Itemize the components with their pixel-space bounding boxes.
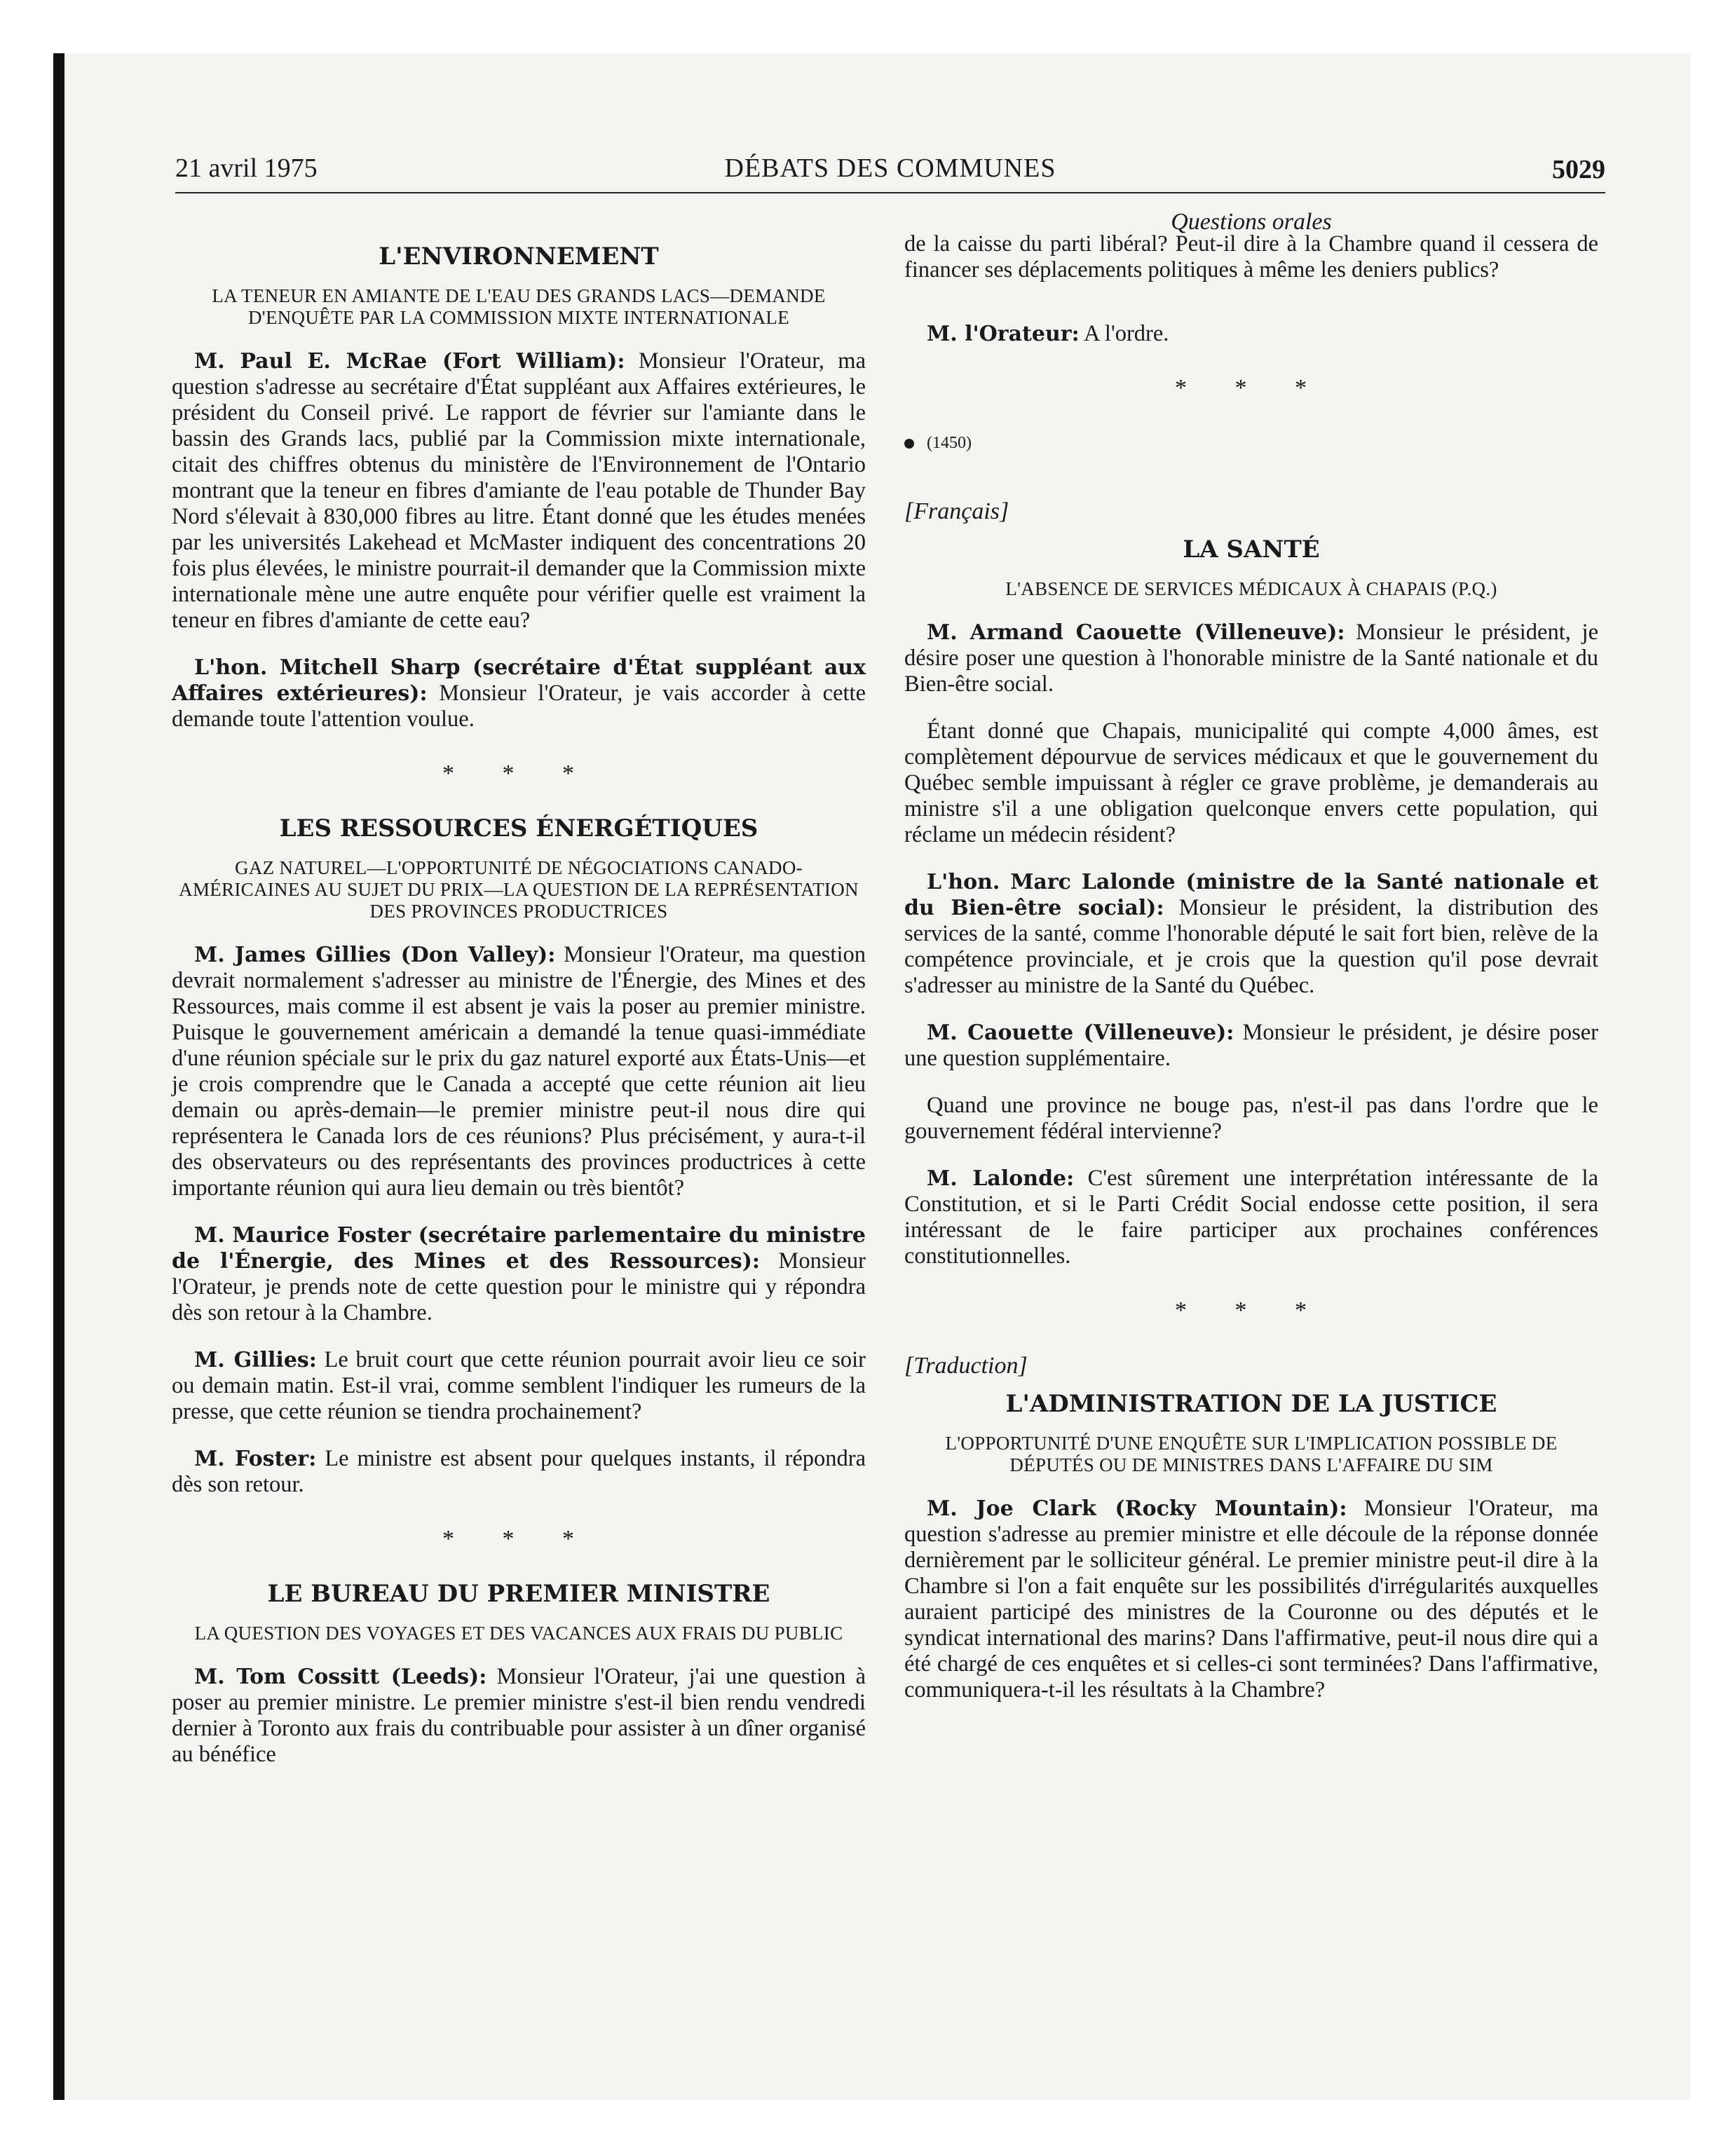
time-stamp: (1450) — [927, 434, 972, 452]
running-head: Questions orales — [1171, 209, 1332, 235]
page-number: 5029 — [1552, 155, 1605, 184]
speech-text: Monsieur l'Orateur, ma question s'adresse au secrétaire d'État suppléant aux Affaires extérieures, le président du Conseil privé. Le rapport de février sur l'amiante dans le bassin des Grands lacs, publié par la Commission mixte internationale, citait des chiffres obtenus du ministère de l'Environnement de l'Ontario montrant que la teneur en fibres d'amiante de l'eau potable de Thunder Bay Nord s'élevait à 830,000 fibres au litre. Étant donné que les études menées par les universités Lakehead et McMaster indiquent des concentrations 20 fois plus élevées, le ministre pourrait-il demander que la Commission mixte internationale mène une autre enquête pour vérifier quelle est vraiment la teneur en fibres d'amiante de cette eau? — [172, 348, 866, 633]
paragraph-lalonde-2 — [904, 1166, 1598, 1269]
paragraph-gillies-2 — [172, 1347, 866, 1425]
speaker-name: M. Maurice Foster (secrétaire parlementaire du ministre de l'Énergie, des Mines et des Ressources): — [172, 1223, 866, 1274]
speech-text: Monsieur l'Orateur, j'ai une question à poser au premier ministre. Le premier ministre s'est-il bien rendu vendredi dernier à Toronto aux frais du contribuable pour assister à un dîner organisé au bénéfice — [172, 1664, 866, 1767]
subheading-gaz-naturel: GAZ NATUREL—L'OPPORTUNITÉ DE NÉGOCIATIONS CANADO-AMÉRICAINES AU SUJET DU PRIX—LA QUESTION DE LA REPRÉSENTATION DES PROVINCES PRODUCTRICES — [179, 857, 859, 922]
right-column — [904, 231, 1598, 1724]
speaker-name: L'hon. Marc Lalonde (ministre de la Santé nationale et du Bien-être social): — [904, 870, 1598, 920]
paragraph-foster-2 — [172, 1446, 866, 1498]
section-heading-ressources: LES RESSOURCES ÉNERGÉTIQUES — [279, 814, 758, 842]
paragraph-clark — [904, 1496, 1598, 1703]
section-heading-bureau: LE BUREAU DU PREMIER MINISTRE — [267, 1580, 770, 1608]
section-heading-justice: L'ADMINISTRATION DE LA JUSTICE — [1005, 1390, 1497, 1418]
section-separator: * * * — [442, 760, 595, 786]
speaker-name: M. Lalonde: — [927, 1166, 1075, 1191]
speaker-name: M. Foster: — [194, 1447, 317, 1471]
section-separator: * * * — [1175, 375, 1328, 401]
speech-text: C'est sûrement une interprétation intéressante de la Constitution, et si le Parti Crédit Social endosse cette position, il sera intéressant de le faire participer aux prochaines conférences constitutionnelles. — [904, 1166, 1599, 1269]
paragraph-cossitt — [172, 1664, 866, 1768]
subheading-amiante: LA TENEUR EN AMIANTE DE L'EAU DES GRANDS LACS—DEMANDE D'ENQUÊTE PAR LA COMMISSION MIXTE INTERNATIONALE — [212, 285, 826, 328]
subheading-voyages: LA QUESTION DES VOYAGES ET DES VACANCES AUX FRAIS DU PUBLIC — [194, 1623, 843, 1644]
paragraph-caouette — [904, 620, 1598, 697]
speaker-name: M. l'Orateur: — [927, 322, 1080, 346]
paragraph-cossitt-continued: de la caisse du parti libéral? Peut-il dire à la Chambre quand il cessera de financer ses déplacements politiques à même les deniers publics? — [904, 231, 1598, 282]
speech-text: Monsieur le président, je désire poser une question supplémentaire. — [904, 1020, 1598, 1071]
section-heading-sante: LA SANTÉ — [1183, 535, 1320, 564]
paragraph-caouette-2: Étant donné que Chapais, municipalité qui compte 4,000 âmes, est complètement dépourvue de services médicaux et que le gouvernement du Québec semble impuissant à régler ce grave problème, je demanderais au ministre s'il a une obligation quelconque envers cette population, qui réclame un médecin résident? — [904, 718, 1598, 847]
speech-text: Le bruit court que cette réunion pourrait avoir lieu ce soir ou demain matin. Est-il vrai, comme semblent l'indiquer les rumeurs de la presse, que cette réunion se tiendra prochainement? — [172, 1347, 866, 1424]
paragraph-foster — [172, 1222, 866, 1326]
paragraph-sharp — [172, 655, 866, 732]
header-date: 21 avril 1975 — [175, 153, 318, 183]
subheading-chapais: L'ABSENCE DE SERVICES MÉDICAUX À CHAPAIS (P.Q.) — [1005, 578, 1497, 599]
paragraph-mcrae — [172, 348, 866, 634]
left-column — [172, 231, 866, 1789]
speaker-name: M. Gillies: — [194, 1348, 317, 1372]
paragraph-caouette-3 — [904, 1020, 1598, 1072]
speech-text: Le ministre est absent pour quelques instants, il répondra dès son retour. — [172, 1446, 866, 1497]
speaker-name: M. Tom Cossitt (Leeds): — [194, 1665, 487, 1689]
page-header — [175, 153, 1605, 193]
section-separator: * * * — [1175, 1297, 1328, 1323]
speaker-name: M. Armand Caouette (Villeneuve): — [927, 620, 1345, 645]
language-tag: [Français] — [904, 498, 1009, 524]
speaker-name: M. James Gillies (Don Valley): — [194, 943, 556, 967]
section-heading-environnement: L'ENVIRONNEMENT — [379, 243, 659, 271]
language-tag: [Traduction] — [904, 1353, 1028, 1379]
section-separator: * * * — [442, 1526, 595, 1552]
header-title: DÉBATS DES COMMUNES — [724, 153, 1056, 183]
speech-text: A l'ordre. — [1079, 321, 1169, 346]
speech-text: Monsieur l'Orateur, je prends note de cette question pour le ministre qui y répondra dès son retour à la Chambre. — [172, 1248, 866, 1325]
speaker-name: M. Caouette (Villeneuve): — [927, 1021, 1234, 1045]
speaker-name: L'hon. Mitchell Sharp (secrétaire d'État suppléant aux Affaires extérieures): — [172, 655, 866, 706]
subheading-sim: L'OPPORTUNITÉ D'UNE ENQUÊTE SUR L'IMPLICATION POSSIBLE DE DÉPUTÉS OU DE MINISTRES DANS L'AFFAIRE DU SIM — [945, 1433, 1558, 1475]
paragraph-orateur — [904, 321, 1598, 347]
paragraph-caouette-4: Quand une province ne bouge pas, n'est-il pas dans l'ordre que le gouvernement fédéral intervienne? — [904, 1093, 1598, 1144]
speaker-name: M. Joe Clark (Rocky Mountain): — [927, 1496, 1347, 1521]
speech-text: Monsieur l'Orateur, ma question s'adresse au premier ministre et elle découle de la réponse donnée dernièrement par le solliciteur général. Le premier ministre peut-il dire à la Chambre si l'on a fait enquête sur les possibilités d'irrégularités auxquelles auraient participé des ministres de la Couronne ou des députés et le syndicat international des marins? Dans l'affirmative, peut-il nous dire qui a été chargé de ces enquêtes et si celles-ci sont terminées? Dans l'affirmative, communiquera-t-il les résultats à la Chambre? — [904, 1496, 1599, 1703]
speech-text: Monsieur le président, la distribution des services de la santé, comme l'honorable député le sait fort bien, relève de la compétence provinciale, et je crois que la question qu'il pose devrait s'adresser au ministre de la Santé du Québec. — [904, 895, 1598, 998]
speech-text: Monsieur l'Orateur, ma question devrait normalement s'adresser au ministre de l'Énergie, des Mines et des Ressources, mais comme il est absent je vais la poser au premier ministre. Puisque le gouvernement américain a demandé la tenue quasi-immédiate d'une réunion spéciale sur le prix du gaz naturel exporté aux États-Unis—et je crois comprendre que le Canada a accepté que cette réunion ait lieu demain ou après-demain—le premier ministre peut-il nous dire qui représentera le Canada lors de ces réunions? Plus précisément, y aura-t-il des observateurs ou des représentants des provinces productrices à cette importante réunion qui aura lieu demain ou très bientôt? — [172, 942, 866, 1201]
speaker-name: M. Paul E. McRae (Fort William): — [194, 349, 625, 374]
time-marker — [904, 430, 1598, 456]
speech-text: Monsieur le président, je désire poser une question à l'honorable ministre de la Santé nationale et du Bien-être social. — [904, 620, 1598, 697]
bullet-icon — [904, 439, 914, 449]
paragraph-lalonde — [904, 869, 1598, 999]
speech-text: Monsieur l'Orateur, je vais accorder à cette demande toute l'attention voulue. — [172, 681, 866, 732]
paragraph-gillies — [172, 942, 866, 1201]
